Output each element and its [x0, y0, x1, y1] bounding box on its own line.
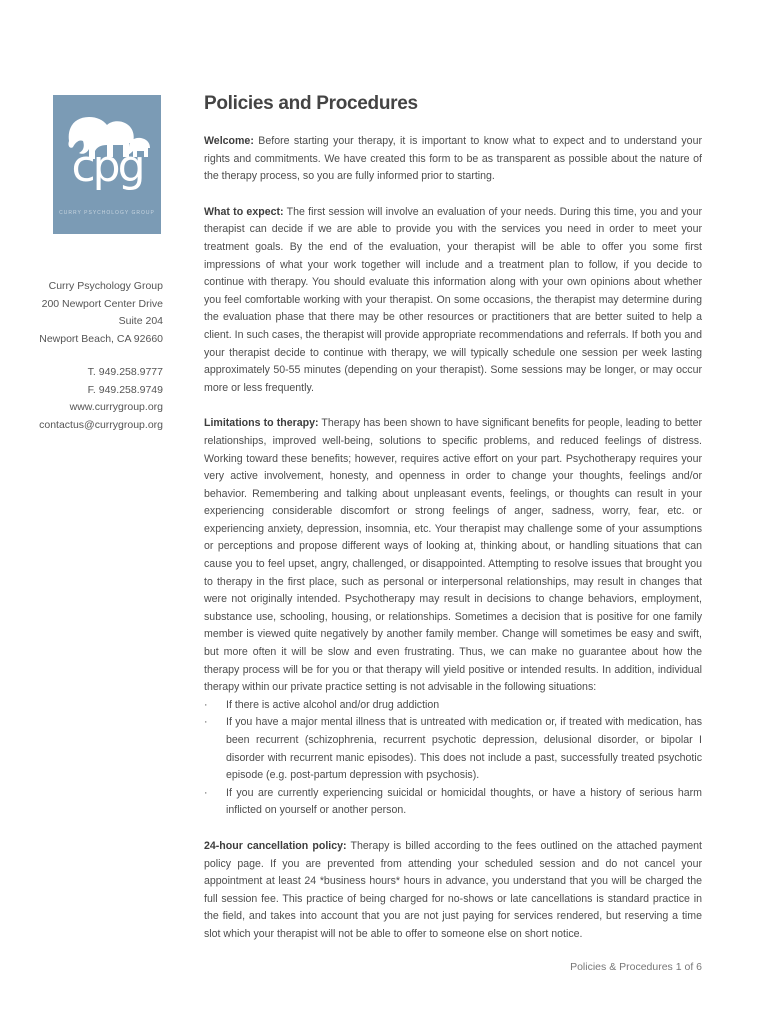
cancellation-body: Therapy is billed according to the fees outlined on the attached payment policy page. If you are prevented from attending your scheduled session and do not cancel your appointment at least 24 *business hours* hours in advance, you understand that you will be charged the full session fee. This practice of being charged for no-shows or late cancellations is standard practice in the field, and takes into account that you are not just paying for services rendered, but reserving a time slot which your therapist will not be able to offer to someone else on short notice. — [204, 839, 702, 940]
limitations-section — [204, 415, 702, 697]
logo-text: cpg — [71, 141, 143, 192]
website-link[interactable]: www.currygroup.org — [69, 401, 163, 413]
cancellation-heading: 24-hour cancellation policy: — [204, 839, 347, 852]
expect-heading: What to expect: — [204, 205, 284, 218]
fax-number: F. 949.258.9749 — [87, 383, 163, 396]
page-title: Policies and Procedures — [204, 93, 418, 114]
contact-address — [39, 278, 163, 348]
list-item: · If you are currently experiencing suicidal or homicidal thoughts, or have a history of serious harm inflicted on yourself or another person. — [204, 786, 702, 817]
cancellation-section — [204, 838, 702, 944]
limitations-heading: Limitations to therapy: — [204, 417, 319, 430]
logo — [53, 95, 161, 234]
suite: Suite 204 — [118, 315, 163, 327]
bullet: · — [204, 786, 208, 799]
street-address: 200 Newport Center Drive — [41, 297, 163, 310]
welcome-body: Before starting your therapy, it is important to know what to expect and to understand your rights and commitments. We have created this form to be as transparent as possible about the nature of the therapy process, so you are fully informed prior to starting. — [204, 135, 702, 183]
expect-section — [204, 204, 702, 398]
list-item: · If you have a major mental illness that is untreated with medication or, if treated with medication, has been recurrent (schizophrenia, recurrent psychotic depression, delusional disorder, or bipolar I disorder with recurrent manic episodes). This does not include a past, successfully treated psychotic episode (e.g. post-partum depression with psychosis). — [204, 716, 702, 782]
list-item: · If there is active alcohol and/or drug addiction — [204, 697, 702, 715]
welcome-heading: Welcome: — [204, 135, 254, 147]
welcome-section — [204, 133, 702, 186]
limitations-body: Therapy has been shown to have significant benefits for people, leading to better relationships, improved well-being, solutions to specific problems, and reduced feelings of distress. Working toward these benefits; however, requires active effort on your part. Psychotherapy requires your very active involvement, honesty, and openness in order to change your thoughts, feelings and/or behavior. Remembering and talking about unpleasant events, feelings, or thoughts can result in your experiencing considerable discomfort or strong feelings of anger, sadness, worry, fear, etc. or experiencing anxiety, depression, insomnia, etc. Your therapist may challenge some of your assumptions or perceptions and propose different ways of looking at, thinking about, or handling situations that can cause you to feel upset, angry, challenged, or disappointed. Attempting to resolve issues that brought you to therapy in the first place, such as personal or interpersonal relationships, may result in changes that were not originally intended. Psychotherapy may result in decisions to change behaviors, employment, substance use, schooling, housing, or relationships. Sometimes a decision that is positive for one family member is viewed quite negatively by another family member. Change will sometimes be easy and swift, but more often it will be slow and even frustrating. Thus, we can make no guarantee about how the therapy process will be for you or that therapy will yield positive or intended results. In addition, individual therapy within our private practice setting is not advisable in the following situations: — [204, 417, 702, 694]
bullet: · — [204, 716, 208, 729]
logo-subtitle: CURRY PSYCHOLOGY GROUP — [59, 210, 155, 216]
page-footer: Policies & Procedures 1 of 6 — [570, 961, 702, 973]
expect-body: The first session will involve an evaluation of your needs. During this time, you and your therapist can decide if we are able to provide you with the services you need in order to meet your treatment goals. By the end of the evaluation, your therapist will be able to offer you some first impressions of what your work together will include and a treatment plan to follow, if you decide to continue with therapy. You should evaluate this information along with your own opinions about whether you feel comfortable working with your therapist. On some occasions, the therapist may determine during the evaluation phase that there may be other resources or practitioners that are better suited to help a client. In such cases, the therapist will provide appropriate recommendations and referrals. If both you and your therapist decide to continue with therapy, we will typically schedule one session per week lasting approximately 50-55 minutes (depending on your therapist). Some sessions may be longer, or may occur more or less frequently. — [204, 205, 702, 394]
contact-info — [39, 364, 163, 434]
email-link[interactable]: contactus@currygroup.org — [39, 418, 163, 431]
org-name: Curry Psychology Group — [48, 280, 163, 292]
limitations-list — [204, 697, 702, 820]
main-content — [204, 93, 702, 962]
city-state-zip: Newport Beach, CA 92660 — [39, 332, 163, 345]
phone-number: T. 949.258.9777 — [87, 366, 163, 378]
bullet: · — [204, 698, 208, 711]
